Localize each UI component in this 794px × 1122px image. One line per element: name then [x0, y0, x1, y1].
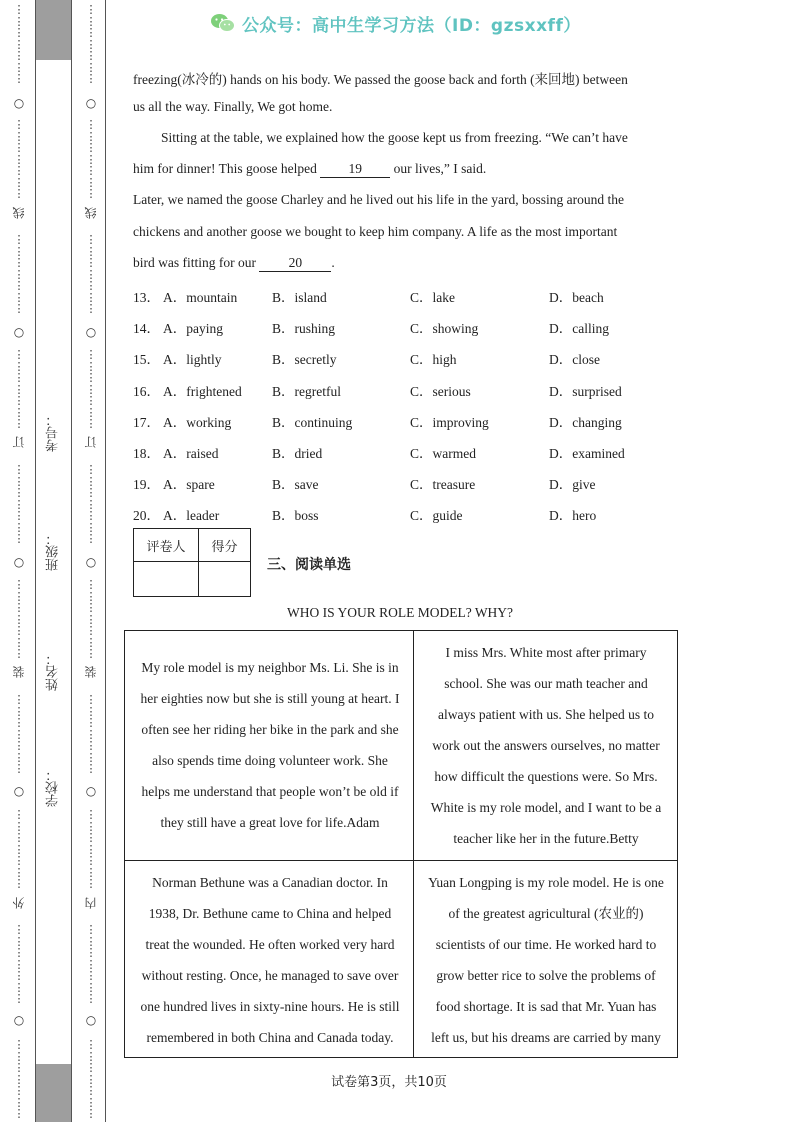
grader-label: 评卷人	[134, 529, 199, 562]
seal-dot: ⋮	[13, 188, 25, 200]
margin-rule-left	[35, 0, 36, 1122]
passage-text-line: remembered in both China and Canada today.	[146, 1030, 394, 1045]
seal-dot: ⋮	[85, 245, 97, 258]
seal-dot: ⋮	[85, 487, 97, 499]
passage-text-line: My role model is my neighbor Ms. Li. She is in	[141, 660, 399, 675]
seal-dot: ⋮	[85, 579, 97, 591]
passage-text-line: White is my role model, and I want to be a	[430, 800, 662, 815]
question-number: 16．	[133, 384, 160, 399]
seal-dot: ⋮	[85, 176, 97, 189]
seal-dot: ⋮	[85, 303, 97, 315]
score-box	[133, 528, 251, 597]
seal-dot: ⋮	[13, 602, 25, 614]
seal-dot: ⋮	[13, 464, 25, 476]
seal-dot: ⋮	[13, 372, 25, 384]
seal-dot: ⋮	[85, 1062, 97, 1074]
seal-circle-icon: ○	[85, 784, 97, 798]
margin-rule-mid	[71, 0, 72, 1122]
seal-dot: ⋮	[85, 993, 97, 1005]
seal-dot: ⋮	[13, 1108, 25, 1120]
seal-dot: ⋮	[13, 728, 25, 741]
seal-dot: ⋮	[13, 130, 25, 143]
passage-text-line: helps me understand that people won’t be old if	[141, 784, 399, 799]
field-name: 姓名：	[46, 652, 61, 691]
reading-title-text: WHO IS YOUR ROLE MODEL? WHY?	[286, 605, 514, 620]
seal-dot: ⋮	[85, 360, 97, 373]
seal-dot: ⋮	[13, 280, 25, 292]
binding-margin	[0, 0, 106, 1122]
seal-circle-icon: ○	[85, 325, 97, 339]
seal-dot: ⋮	[85, 866, 97, 879]
passage-text-line: how difficult the questions were. So Mrs.	[434, 769, 658, 784]
seal-circle-icon: ○	[13, 1013, 25, 1027]
passage-text: him for dinner! This goose helped	[133, 161, 321, 176]
seal-dot: ⋮	[85, 291, 97, 304]
seal-dot: ⋮	[85, 510, 97, 522]
passage-text-line: always patient with us. She helped us to	[438, 707, 654, 722]
seal-dot: ⋮	[13, 625, 25, 637]
option-b: B．regretful	[272, 384, 341, 399]
margin-rule-right	[105, 0, 106, 1122]
bethune-passage	[129, 867, 411, 1053]
seal-dot: ⋮	[13, 15, 25, 28]
passage-text-line: Norman Bethune was a Canadian doctor. In	[152, 875, 388, 890]
option-a: A．working	[163, 415, 232, 430]
option-d: D．beach	[549, 290, 604, 305]
option-c: C．warmed	[410, 446, 476, 461]
seal-dot: ⋮	[85, 395, 97, 407]
seal-dot: ⋮	[13, 981, 25, 994]
seal-mark: 装	[12, 666, 26, 678]
seal-dot: ⋮	[85, 981, 97, 994]
seal-dot: ⋮	[13, 843, 25, 856]
seal-dot: ⋮	[85, 257, 97, 269]
seal-dot: ⋮	[13, 636, 25, 649]
passage-text-line: her eighties now but she is still young at heart. I	[140, 691, 400, 706]
passage-line: chickens and another goose we bought to keep him company. A life as the most important	[133, 224, 618, 239]
option-d: D．hero	[549, 508, 597, 523]
seal-dot: ⋮	[85, 464, 97, 476]
seal-dot: ⋮	[85, 1039, 97, 1051]
seal-dot: ⋮	[85, 636, 97, 649]
passage-line	[133, 255, 335, 272]
score-cell	[199, 562, 251, 597]
grader-cell	[134, 562, 199, 597]
seal-dot: ⋮	[13, 510, 25, 522]
seal-dot: ⋮	[85, 372, 97, 384]
section-title: 三、阅读单选	[267, 557, 351, 573]
seal-dot: ⋮	[85, 970, 97, 982]
seal-dot: ⋮	[13, 245, 25, 258]
seal-dot: ⋮	[13, 1062, 25, 1074]
seal-dot: ⋮	[85, 924, 97, 936]
question-number: 18．	[133, 446, 160, 461]
seal-dot: ⋮	[85, 1096, 97, 1109]
seal-mark: 订	[12, 436, 26, 448]
question-number: 19．	[133, 477, 160, 492]
seal-dot: ⋮	[85, 705, 97, 718]
reading-title	[0, 605, 794, 621]
seal-dot: ⋮	[13, 579, 25, 591]
seal-dot: ⋮	[13, 521, 25, 534]
seal-dot: ⋮	[13, 613, 25, 626]
seal-dot: ⋮	[85, 1085, 97, 1097]
seal-dot: ⋮	[85, 625, 97, 637]
seal-mark: 内	[84, 897, 98, 909]
passage-text-line: of the greatest agricultural (农业的)	[448, 906, 644, 921]
seal-dot: ⋮	[85, 418, 97, 430]
seal-dot: ⋮	[85, 1073, 97, 1086]
seal-dot: ⋮	[85, 27, 97, 39]
option-c: C．high	[410, 352, 457, 367]
seal-dot: ⋮	[13, 947, 25, 959]
seal-dot: ⋮	[13, 1085, 25, 1097]
seal-dot: ⋮	[85, 590, 97, 603]
seal-dot: ⋮	[13, 809, 25, 821]
seal-dot: ⋮	[13, 878, 25, 890]
question-number: 14．	[133, 321, 160, 336]
seal-dot: ⋮	[85, 878, 97, 890]
seal-dot: ⋮	[13, 291, 25, 304]
seal-dot: ⋮	[85, 521, 97, 534]
seal-dot: ⋮	[85, 15, 97, 28]
seal-dot: ⋮	[85, 855, 97, 867]
question-number: 17．	[133, 415, 160, 430]
seal-circle-icon: ○	[13, 96, 25, 110]
seal-dot: ⋮	[13, 27, 25, 39]
seal-circle-icon: ○	[13, 784, 25, 798]
seal-dot: ⋮	[13, 268, 25, 281]
seal-dot: ⋮	[13, 360, 25, 373]
seal-dot: ⋮	[13, 303, 25, 315]
option-a: A．raised	[163, 446, 219, 461]
seal-dot: ⋮	[85, 717, 97, 729]
seal-dot: ⋮	[13, 855, 25, 867]
option-b: B．secretly	[272, 352, 337, 367]
option-a: A．frightened	[163, 384, 242, 399]
option-d: D．close	[549, 352, 600, 367]
seal-dot: ⋮	[85, 809, 97, 821]
seal-dot: ⋮	[13, 993, 25, 1005]
seal-dot: ⋮	[85, 763, 97, 775]
seal-dot: ⋮	[13, 590, 25, 603]
seal-dot: ⋮	[13, 1096, 25, 1109]
page-number: 试卷第3页，共10页	[331, 1075, 447, 1090]
seal-dot: ⋮	[13, 717, 25, 729]
passage-line	[133, 161, 486, 178]
seal-dot: ⋮	[85, 153, 97, 166]
seal-circle-icon: ○	[85, 96, 97, 110]
seal-dot: ⋮	[85, 4, 97, 16]
seal-mark: 外	[12, 897, 26, 909]
grid-horizontal-divider	[125, 860, 677, 861]
seal-dot: ⋮	[13, 176, 25, 189]
passage-text-line: 1938, Dr. Bethune came to China and helped	[148, 906, 392, 921]
option-b: B．island	[272, 290, 327, 305]
passage-text-line: left us, but his dreams are carried by many	[431, 1030, 661, 1045]
seal-dot: ⋮	[85, 947, 97, 959]
seal-dot: ⋮	[85, 188, 97, 200]
option-b: B．dried	[272, 446, 323, 461]
seal-dot: ⋮	[85, 694, 97, 706]
option-b: B．rushing	[272, 321, 336, 336]
passage-text-line: I miss Mrs. White most after primary	[445, 645, 647, 660]
seal-dot: ⋮	[13, 406, 25, 419]
seal-circle-icon: ○	[85, 1013, 97, 1027]
seal-dot: ⋮	[85, 843, 97, 856]
inner-dotted-seal-line	[84, 0, 98, 1122]
option-c: C．guide	[410, 508, 463, 523]
seal-dot: ⋮	[85, 268, 97, 281]
seal-dot: ⋮	[13, 257, 25, 269]
option-c: C．serious	[410, 384, 471, 399]
seal-dot: ⋮	[13, 4, 25, 16]
seal-dot: ⋮	[13, 1039, 25, 1051]
seal-dot: ⋮	[13, 705, 25, 718]
outer-dotted-seal-line	[12, 0, 26, 1122]
option-d: D．changing	[549, 415, 622, 430]
seal-dot: ⋮	[85, 740, 97, 752]
option-b: B．boss	[272, 508, 319, 523]
question-number: 13．	[133, 290, 160, 305]
seal-dot: ⋮	[85, 142, 97, 154]
seal-dot: ⋮	[85, 1050, 97, 1063]
seal-dot: ⋮	[13, 763, 25, 775]
seal-dot: ⋮	[13, 820, 25, 833]
seal-dot: ⋮	[85, 38, 97, 51]
option-c: C．showing	[410, 321, 479, 336]
seal-circle-icon: ○	[13, 555, 25, 569]
seal-dot: ⋮	[13, 740, 25, 752]
seal-dot: ⋮	[85, 475, 97, 488]
option-d: D．examined	[549, 446, 625, 461]
passage-text-line: work out the answers ourselves, no matter	[432, 738, 660, 753]
option-a: A．lightly	[163, 352, 222, 367]
passage-text-line: teacher like her in the future.Betty	[453, 831, 639, 846]
option-c: C．improving	[410, 415, 489, 430]
seal-dot: ⋮	[85, 234, 97, 246]
option-a: A．mountain	[163, 290, 238, 305]
blank-20: 20	[259, 255, 331, 272]
option-b: B．continuing	[272, 415, 353, 430]
option-c: C．treasure	[410, 477, 476, 492]
passage-text-line: without resting. Once, he managed to save over	[141, 968, 399, 983]
watermark-text: 公众号：高中生学习方法（ID：gzsxxff）	[242, 15, 581, 36]
passage-text-line: treat the wounded. He often worked very hard	[145, 937, 395, 952]
seal-dot: ⋮	[85, 406, 97, 419]
option-a: A．paying	[163, 321, 223, 336]
seal-dot: ⋮	[85, 533, 97, 545]
grid-vertical-divider	[413, 631, 414, 1057]
passage-line: us all the way. Finally, We got home.	[133, 99, 333, 114]
seal-dot: ⋮	[13, 533, 25, 545]
seal-dot: ⋮	[85, 280, 97, 292]
option-d: D．calling	[549, 321, 609, 336]
score-label: 得分	[199, 529, 251, 562]
seal-dot: ⋮	[85, 820, 97, 833]
seal-dot: ⋮	[13, 648, 25, 660]
seal-dot: ⋮	[85, 119, 97, 131]
option-a: A．spare	[163, 477, 215, 492]
seal-dot: ⋮	[13, 349, 25, 361]
seal-dot: ⋮	[13, 832, 25, 844]
seal-circle-icon: ○	[85, 555, 97, 569]
watermark-header	[210, 10, 581, 36]
seal-mark: 线	[84, 207, 98, 219]
seal-dot: ⋮	[13, 487, 25, 499]
seal-dot: ⋮	[13, 970, 25, 982]
seal-dot: ⋮	[13, 61, 25, 74]
seal-dot: ⋮	[13, 924, 25, 936]
seal-mark: 订	[84, 436, 98, 448]
question-number: 20．	[133, 508, 160, 523]
betty-passage	[417, 637, 675, 854]
passage-text-line: often see her riding her bike in the park and she	[141, 722, 399, 737]
seal-dot: ⋮	[85, 349, 97, 361]
seal-dot: ⋮	[85, 1108, 97, 1120]
seal-dot: ⋮	[13, 383, 25, 396]
seal-dot: ⋮	[13, 475, 25, 488]
option-a: A．leader	[163, 508, 220, 523]
passage-text: bird was fitting for our	[133, 255, 260, 270]
seal-dot: ⋮	[85, 130, 97, 143]
passage-text-line: they still have a great love for life.Adam	[160, 815, 380, 830]
passage-line: freezing(冰冷的) hands on his body. We passed the goose back and forth (来回地) between	[133, 72, 628, 87]
seal-dot: ⋮	[13, 418, 25, 430]
seal-dot: ⋮	[13, 958, 25, 971]
seal-dot: ⋮	[13, 935, 25, 948]
passage-text: our lives,” I said.	[390, 161, 487, 176]
question-number: 15．	[133, 352, 160, 367]
seal-dot: ⋮	[85, 648, 97, 660]
seal-dot: ⋮	[85, 50, 97, 62]
option-d: D．give	[549, 477, 596, 492]
passage-text-line: food shortage. It is sad that Mr. Yuan has	[435, 999, 657, 1014]
seal-dot: ⋮	[85, 613, 97, 626]
passage-text-line: scientists of our time. He worked hard to	[435, 937, 657, 952]
seal-mark: 线	[12, 207, 26, 219]
seal-dot: ⋮	[85, 728, 97, 741]
seal-dot: ⋮	[13, 751, 25, 764]
wechat-logo-icon	[210, 13, 236, 33]
seal-dot: ⋮	[13, 142, 25, 154]
seal-dot: ⋮	[13, 50, 25, 62]
seal-dot: ⋮	[13, 119, 25, 131]
seal-dot: ⋮	[85, 935, 97, 948]
seal-dot: ⋮	[13, 1050, 25, 1063]
option-c: C．lake	[410, 290, 455, 305]
passage-text-line: Yuan Longping is my role model. He is one	[428, 875, 664, 890]
passage-text-line: grow better rice to solve the problems of	[436, 968, 656, 983]
field-school: 学校：	[46, 768, 61, 807]
field-class: 班级：	[46, 532, 61, 571]
passage-text-line: one hundred lives in sixty-nine hours. He is still	[140, 999, 400, 1014]
seal-dot: ⋮	[13, 395, 25, 407]
seal-dot: ⋮	[13, 38, 25, 51]
seal-dot: ⋮	[85, 165, 97, 177]
adam-passage	[129, 652, 411, 838]
seal-dot: ⋮	[85, 498, 97, 511]
passage-text: .	[331, 255, 335, 270]
seal-dot: ⋮	[13, 165, 25, 177]
role-model-grid	[124, 630, 678, 1058]
option-d: D．surprised	[549, 384, 622, 399]
passage-line: Sitting at the table, we explained how the goose kept us from freezing. “We can’t have	[161, 130, 628, 145]
option-b: B．save	[272, 477, 319, 492]
seal-dot: ⋮	[13, 234, 25, 246]
seal-dot: ⋮	[85, 958, 97, 971]
yuan-passage	[417, 867, 675, 1053]
seal-mark: 装	[84, 666, 98, 678]
seal-dot: ⋮	[85, 751, 97, 764]
blank-19: 19	[320, 161, 390, 178]
margin-gray-band-top	[35, 0, 71, 60]
seal-dot: ⋮	[85, 61, 97, 74]
seal-dot: ⋮	[85, 73, 97, 85]
passage-text-line: school. She was our math teacher and	[444, 676, 648, 691]
passage-text-line: also spends time doing volunteer work. She	[152, 753, 388, 768]
seal-dot: ⋮	[13, 73, 25, 85]
page-footer	[0, 1071, 794, 1090]
field-exam-number: 考号：	[46, 413, 61, 452]
seal-dot: ⋮	[13, 1073, 25, 1086]
seal-circle-icon: ○	[13, 325, 25, 339]
seal-dot: ⋮	[13, 153, 25, 166]
seal-dot: ⋮	[85, 832, 97, 844]
seal-dot: ⋮	[13, 694, 25, 706]
seal-dot: ⋮	[85, 383, 97, 396]
seal-dot: ⋮	[13, 866, 25, 879]
seal-dot: ⋮	[85, 602, 97, 614]
seal-dot: ⋮	[13, 498, 25, 511]
passage-line: Later, we named the goose Charley and he lived out his life in the yard, bossing around the	[133, 192, 624, 207]
